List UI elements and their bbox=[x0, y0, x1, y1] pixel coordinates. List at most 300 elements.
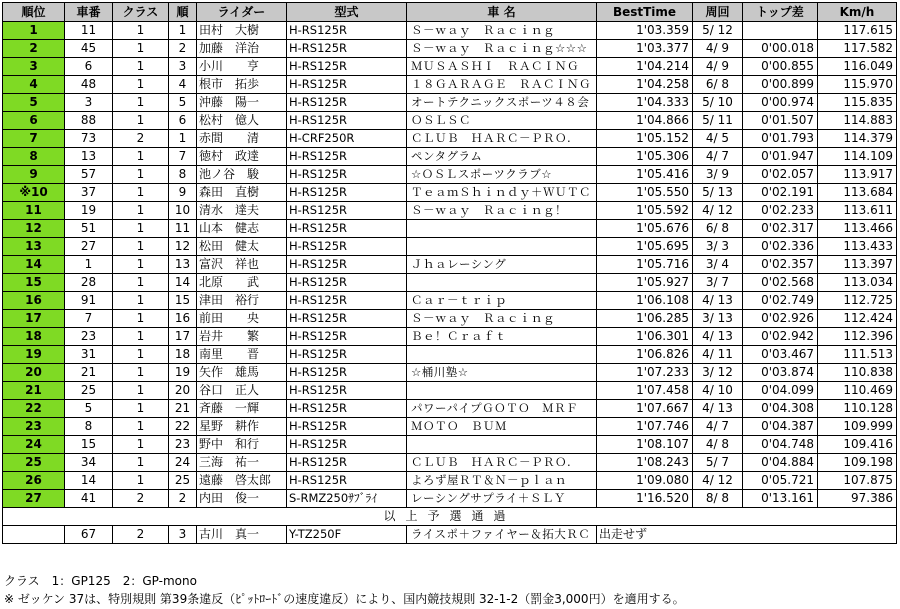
gap-cell: 0'01.947 bbox=[743, 148, 818, 166]
position-cell: 24 bbox=[3, 436, 65, 454]
class-order-cell: 6 bbox=[169, 112, 197, 130]
table-row bbox=[3, 418, 897, 436]
rider-cell: 岩井 繁 bbox=[197, 328, 287, 346]
car-number-cell: 8 bbox=[65, 418, 113, 436]
team-cell bbox=[407, 238, 597, 256]
model-cell: H-RS125R bbox=[287, 202, 407, 220]
col-header-car-number: 車番 bbox=[65, 3, 113, 22]
laps-cell: 3/ 12 bbox=[693, 364, 743, 382]
model-cell: H-RS125R bbox=[287, 418, 407, 436]
gap-cell: 0'00.899 bbox=[743, 76, 818, 94]
class-cell: 1 bbox=[113, 202, 169, 220]
table-row bbox=[3, 22, 897, 40]
class-order-cell: 3 bbox=[169, 58, 197, 76]
class-cell: 1 bbox=[113, 328, 169, 346]
car-number-cell: 11 bbox=[65, 22, 113, 40]
laps-cell: 4/ 13 bbox=[693, 292, 743, 310]
model-cell: H-RS125R bbox=[287, 382, 407, 400]
position-cell: 16 bbox=[3, 292, 65, 310]
rider-cell: 内田 俊一 bbox=[197, 490, 287, 508]
rider-cell: 遠藤 啓太郎 bbox=[197, 472, 287, 490]
laps-cell: 4/ 5 bbox=[693, 130, 743, 148]
gap-cell: 0'02.191 bbox=[743, 184, 818, 202]
laps-cell: 4/ 12 bbox=[693, 202, 743, 220]
car-number-cell: 73 bbox=[65, 130, 113, 148]
table-row bbox=[3, 94, 897, 112]
gap-cell: 0'00.018 bbox=[743, 40, 818, 58]
team-cell: １８ＧＡＲＡＧＥ ＲＡＣＩＮＧ bbox=[407, 76, 597, 94]
rider-cell: 清水 達夫 bbox=[197, 202, 287, 220]
position-cell: 14 bbox=[3, 256, 65, 274]
team-cell: ＯＳＬＳＣ bbox=[407, 112, 597, 130]
best-time-cell: 1'05.676 bbox=[597, 220, 693, 238]
class-order-cell: 4 bbox=[169, 76, 197, 94]
model-cell: H-RS125R bbox=[287, 436, 407, 454]
speed-cell: 116.049 bbox=[818, 58, 897, 76]
class-cell: 1 bbox=[113, 112, 169, 130]
class-cell: 1 bbox=[113, 346, 169, 364]
position-cell: 4 bbox=[3, 76, 65, 94]
class-order-cell: 1 bbox=[169, 22, 197, 40]
model-cell: H-RS125R bbox=[287, 166, 407, 184]
model-cell: H-RS125R bbox=[287, 94, 407, 112]
model-cell: H-CRF250R bbox=[287, 130, 407, 148]
gap-cell: 0'02.926 bbox=[743, 310, 818, 328]
speed-cell: 97.386 bbox=[818, 490, 897, 508]
table-row bbox=[3, 400, 897, 418]
rider-cell: 根市 拓歩 bbox=[197, 76, 287, 94]
class-order-cell: 11 bbox=[169, 220, 197, 238]
laps-cell: 4/ 13 bbox=[693, 400, 743, 418]
laps-cell: 6/ 8 bbox=[693, 220, 743, 238]
position-cell: 27 bbox=[3, 490, 65, 508]
laps-cell: 3/ 4 bbox=[693, 256, 743, 274]
gap-cell: 0'02.357 bbox=[743, 256, 818, 274]
gap-cell: 0'02.942 bbox=[743, 328, 818, 346]
rider-cell: 北原 武 bbox=[197, 274, 287, 292]
header-row bbox=[3, 3, 897, 22]
car-number-cell: 21 bbox=[65, 364, 113, 382]
speed-cell: 114.883 bbox=[818, 112, 897, 130]
car-number-cell: 88 bbox=[65, 112, 113, 130]
team-cell: ☆ＯＳＬスポーツクラブ☆ bbox=[407, 166, 597, 184]
laps-cell: 5/ 11 bbox=[693, 112, 743, 130]
col-header-class: クラス bbox=[113, 3, 169, 22]
laps-cell: 6/ 8 bbox=[693, 76, 743, 94]
rider-cell: 三海 祐一 bbox=[197, 454, 287, 472]
gap-cell: 0'02.317 bbox=[743, 220, 818, 238]
speed-cell: 109.416 bbox=[818, 436, 897, 454]
results-table bbox=[2, 2, 897, 544]
position-cell: 1 bbox=[3, 22, 65, 40]
col-header-best-time: BestTime bbox=[597, 3, 693, 22]
class-legend: クラス 1：GP125 2：GP-mono bbox=[4, 574, 197, 588]
class-cell: 1 bbox=[113, 472, 169, 490]
laps-cell: 3/ 3 bbox=[693, 238, 743, 256]
class-cell: 1 bbox=[113, 454, 169, 472]
team-cell: Ｓ－ｗａｙ Ｒａｃｉｎｇ☆☆☆ bbox=[407, 40, 597, 58]
team-cell: Ｓ－ｗａｙ Ｒａｃｉｎｇ bbox=[407, 310, 597, 328]
car-number-cell: 41 bbox=[65, 490, 113, 508]
speed-cell: 107.875 bbox=[818, 472, 897, 490]
class-cell: 1 bbox=[113, 40, 169, 58]
car-number-cell: 14 bbox=[65, 472, 113, 490]
rider-cell: 谷口 正人 bbox=[197, 382, 287, 400]
team-cell: ＣＬＵＢ ＨＡＲＣ－ＰＲＯ. bbox=[407, 454, 597, 472]
gap-cell: 0'02.568 bbox=[743, 274, 818, 292]
rider-cell: 加藤 洋治 bbox=[197, 40, 287, 58]
table-row bbox=[3, 220, 897, 238]
table-row bbox=[3, 472, 897, 490]
position-cell: 23 bbox=[3, 418, 65, 436]
team-cell bbox=[407, 274, 597, 292]
rider-cell: 池ノ谷 駿 bbox=[197, 166, 287, 184]
table-row bbox=[3, 76, 897, 94]
team-cell: Ｃａｒ－ｔｒｉｐ bbox=[407, 292, 597, 310]
car-number-cell: 37 bbox=[65, 184, 113, 202]
model-cell: H-RS125R bbox=[287, 148, 407, 166]
car-number-cell: 48 bbox=[65, 76, 113, 94]
table-row bbox=[3, 238, 897, 256]
model-cell: H-RS125R bbox=[287, 76, 407, 94]
car-number-cell: 23 bbox=[65, 328, 113, 346]
rider-cell: 松村 億人 bbox=[197, 112, 287, 130]
team-cell: Ｓ－ｗａｙ Ｒａｃｉｎｇ bbox=[407, 22, 597, 40]
best-time-cell: 1'06.826 bbox=[597, 346, 693, 364]
speed-cell: 113.034 bbox=[818, 274, 897, 292]
results-body bbox=[3, 22, 897, 544]
class-cell: 1 bbox=[113, 418, 169, 436]
class-cell: 1 bbox=[113, 220, 169, 238]
table-row bbox=[3, 112, 897, 130]
table-row bbox=[3, 148, 897, 166]
model-cell: H-RS125R bbox=[287, 310, 407, 328]
laps-cell: 3/ 9 bbox=[693, 166, 743, 184]
position-cell: 12 bbox=[3, 220, 65, 238]
rider-cell: 赤間 清 bbox=[197, 130, 287, 148]
class-order-cell: 23 bbox=[169, 436, 197, 454]
best-time-cell: 1'05.716 bbox=[597, 256, 693, 274]
best-time-cell: 1'07.746 bbox=[597, 418, 693, 436]
model-cell: H-RS125R bbox=[287, 256, 407, 274]
class-cell: 2 bbox=[113, 490, 169, 508]
rider-cell: 小川 亨 bbox=[197, 58, 287, 76]
gap-cell: 0'02.336 bbox=[743, 238, 818, 256]
gap-cell: 0'00.974 bbox=[743, 94, 818, 112]
rider-cell: 松田 健太 bbox=[197, 238, 287, 256]
speed-cell: 110.128 bbox=[818, 400, 897, 418]
class-order-cell: 9 bbox=[169, 184, 197, 202]
class-order-cell: 1 bbox=[169, 130, 197, 148]
team-cell: オートテクニックスポーツ４８会 bbox=[407, 94, 597, 112]
class-order-cell: 12 bbox=[169, 238, 197, 256]
rider-cell: 南里 晋 bbox=[197, 346, 287, 364]
class-cell: 1 bbox=[113, 256, 169, 274]
laps-cell: 4/ 9 bbox=[693, 40, 743, 58]
car-number-cell: 31 bbox=[65, 346, 113, 364]
model-cell: H-RS125R bbox=[287, 238, 407, 256]
class-cell: 1 bbox=[113, 238, 169, 256]
best-time-cell: 1'06.301 bbox=[597, 328, 693, 346]
col-header-position: 順位 bbox=[3, 3, 65, 22]
car-number-cell: 57 bbox=[65, 166, 113, 184]
gap-cell: 0'01.507 bbox=[743, 112, 818, 130]
speed-cell: 117.615 bbox=[818, 22, 897, 40]
rider-cell: 前田 央 bbox=[197, 310, 287, 328]
class-cell: 2 bbox=[113, 130, 169, 148]
best-time-cell: 1'07.458 bbox=[597, 382, 693, 400]
class-order-cell: 17 bbox=[169, 328, 197, 346]
class-order-cell: 13 bbox=[169, 256, 197, 274]
team-cell: ＴｅａｍＳｈｉｎｄｙ＋ＷＵＴＣ bbox=[407, 184, 597, 202]
gap-cell: 0'01.793 bbox=[743, 130, 818, 148]
car-number-cell: 7 bbox=[65, 310, 113, 328]
speed-cell: 109.999 bbox=[818, 418, 897, 436]
rider-cell: 野中 和行 bbox=[197, 436, 287, 454]
rider-cell: 斉藤 一輝 bbox=[197, 400, 287, 418]
speed-cell: 117.582 bbox=[818, 40, 897, 58]
class-cell: 1 bbox=[113, 292, 169, 310]
table-row bbox=[3, 364, 897, 382]
gap-cell: 0'04.099 bbox=[743, 382, 818, 400]
col-header-model: 型式 bbox=[287, 3, 407, 22]
car-number-cell: 13 bbox=[65, 148, 113, 166]
speed-cell: 112.396 bbox=[818, 328, 897, 346]
rider-cell: 森田 直樹 bbox=[197, 184, 287, 202]
best-time-cell: 1'05.152 bbox=[597, 130, 693, 148]
col-header-rider: ライダー bbox=[197, 3, 287, 22]
model-cell: H-RS125R bbox=[287, 400, 407, 418]
best-time-cell: 1'06.285 bbox=[597, 310, 693, 328]
car-number-cell: 67 bbox=[65, 526, 113, 544]
position-cell: ※10 bbox=[3, 184, 65, 202]
best-time-cell: 1'07.667 bbox=[597, 400, 693, 418]
speed-cell: 114.109 bbox=[818, 148, 897, 166]
best-time-cell: 1'05.695 bbox=[597, 238, 693, 256]
class-cell: 1 bbox=[113, 76, 169, 94]
position-cell: 15 bbox=[3, 274, 65, 292]
class-cell: 1 bbox=[113, 310, 169, 328]
model-cell: H-RS125R bbox=[287, 364, 407, 382]
team-cell: ＭＯＴＯ ＢＵＭ bbox=[407, 418, 597, 436]
gap-cell: 0'02.233 bbox=[743, 202, 818, 220]
penalty-note: ※ ゼッケン 37は、特別規則 第39条違反（ﾋﾟｯﾄﾛｰﾄﾞの速度違反）により、国内競技規則 32-1-2（罰金3,000円）を適用する。 bbox=[4, 592, 685, 606]
class-cell: 1 bbox=[113, 148, 169, 166]
model-cell: S-RMZ250ｻﾌﾞﾗｲ bbox=[287, 490, 407, 508]
laps-cell: 3/ 7 bbox=[693, 274, 743, 292]
class-order-cell: 5 bbox=[169, 94, 197, 112]
team-cell bbox=[407, 436, 597, 454]
gap-cell: 0'04.387 bbox=[743, 418, 818, 436]
class-cell: 1 bbox=[113, 94, 169, 112]
table-row bbox=[3, 202, 897, 220]
laps-cell: 4/ 10 bbox=[693, 382, 743, 400]
rider-cell: 古川 真一 bbox=[197, 526, 287, 544]
model-cell: H-RS125R bbox=[287, 40, 407, 58]
table-row bbox=[3, 40, 897, 58]
speed-cell: 115.970 bbox=[818, 76, 897, 94]
class-cell: 1 bbox=[113, 58, 169, 76]
table-row bbox=[3, 310, 897, 328]
laps-cell: 5/ 12 bbox=[693, 22, 743, 40]
col-header-team: 車 名 bbox=[407, 3, 597, 22]
car-number-cell: 6 bbox=[65, 58, 113, 76]
qualifying-divider: 以上予選通過 bbox=[3, 508, 897, 526]
laps-cell: 4/ 12 bbox=[693, 472, 743, 490]
model-cell: H-RS125R bbox=[287, 328, 407, 346]
gap-cell bbox=[743, 22, 818, 40]
car-number-cell: 51 bbox=[65, 220, 113, 238]
class-cell: 1 bbox=[113, 184, 169, 202]
position-cell: 2 bbox=[3, 40, 65, 58]
position-cell: 17 bbox=[3, 310, 65, 328]
position-cell: 3 bbox=[3, 58, 65, 76]
best-time-cell: 1'06.108 bbox=[597, 292, 693, 310]
car-number-cell: 28 bbox=[65, 274, 113, 292]
speed-cell: 113.611 bbox=[818, 202, 897, 220]
position-cell: 8 bbox=[3, 148, 65, 166]
speed-cell: 113.466 bbox=[818, 220, 897, 238]
table-row bbox=[3, 274, 897, 292]
class-cell: 1 bbox=[113, 382, 169, 400]
laps-cell: 4/ 7 bbox=[693, 148, 743, 166]
rider-cell: 山本 健志 bbox=[197, 220, 287, 238]
class-order-cell: 15 bbox=[169, 292, 197, 310]
speed-cell: 115.835 bbox=[818, 94, 897, 112]
best-time-cell: 1'09.080 bbox=[597, 472, 693, 490]
best-time-cell: 1'08.243 bbox=[597, 454, 693, 472]
rider-cell: 田村 大樹 bbox=[197, 22, 287, 40]
position-cell bbox=[3, 526, 65, 544]
laps-cell: 5/ 7 bbox=[693, 454, 743, 472]
rider-cell: 富沢 祥也 bbox=[197, 256, 287, 274]
laps-cell: 4/ 9 bbox=[693, 58, 743, 76]
rider-cell: 矢作 雄馬 bbox=[197, 364, 287, 382]
table-row bbox=[3, 382, 897, 400]
gap-cell: 0'00.855 bbox=[743, 58, 818, 76]
car-number-cell: 25 bbox=[65, 382, 113, 400]
class-order-cell: 19 bbox=[169, 364, 197, 382]
team-cell: ペンタグラム bbox=[407, 148, 597, 166]
best-time-cell: 1'03.359 bbox=[597, 22, 693, 40]
position-cell: 26 bbox=[3, 472, 65, 490]
table-row bbox=[3, 58, 897, 76]
col-header-gap: トップ差 bbox=[743, 3, 818, 22]
position-cell: 9 bbox=[3, 166, 65, 184]
best-time-cell: 1'04.258 bbox=[597, 76, 693, 94]
gap-cell: 0'02.749 bbox=[743, 292, 818, 310]
best-time-cell: 1'05.550 bbox=[597, 184, 693, 202]
class-order-cell: 7 bbox=[169, 148, 197, 166]
class-order-cell: 24 bbox=[169, 454, 197, 472]
class-order-cell: 22 bbox=[169, 418, 197, 436]
class-order-cell: 21 bbox=[169, 400, 197, 418]
status-cell: 出走せず bbox=[597, 526, 897, 544]
best-time-cell: 1'05.416 bbox=[597, 166, 693, 184]
speed-cell: 109.198 bbox=[818, 454, 897, 472]
class-cell: 1 bbox=[113, 364, 169, 382]
model-cell: H-RS125R bbox=[287, 274, 407, 292]
table-row bbox=[3, 184, 897, 202]
position-cell: 5 bbox=[3, 94, 65, 112]
col-header-class-order: 順 bbox=[169, 3, 197, 22]
speed-cell: 113.397 bbox=[818, 256, 897, 274]
rider-cell: 徳村 政達 bbox=[197, 148, 287, 166]
class-order-cell: 25 bbox=[169, 472, 197, 490]
best-time-cell: 1'04.333 bbox=[597, 94, 693, 112]
class-order-cell: 14 bbox=[169, 274, 197, 292]
gap-cell: 0'04.748 bbox=[743, 436, 818, 454]
car-number-cell: 91 bbox=[65, 292, 113, 310]
gap-cell: 0'04.884 bbox=[743, 454, 818, 472]
best-time-cell: 1'03.377 bbox=[597, 40, 693, 58]
laps-cell: 5/ 10 bbox=[693, 94, 743, 112]
model-cell: H-RS125R bbox=[287, 346, 407, 364]
table-row bbox=[3, 346, 897, 364]
speed-cell: 112.424 bbox=[818, 310, 897, 328]
best-time-cell: 1'16.520 bbox=[597, 490, 693, 508]
class-order-cell: 16 bbox=[169, 310, 197, 328]
best-time-cell: 1'05.927 bbox=[597, 274, 693, 292]
position-cell: 21 bbox=[3, 382, 65, 400]
rider-cell: 星野 耕作 bbox=[197, 418, 287, 436]
position-cell: 11 bbox=[3, 202, 65, 220]
model-cell: H-RS125R bbox=[287, 58, 407, 76]
gap-cell: 0'03.874 bbox=[743, 364, 818, 382]
class-order-cell: 3 bbox=[169, 526, 197, 544]
model-cell: H-RS125R bbox=[287, 220, 407, 238]
class-order-cell: 2 bbox=[169, 40, 197, 58]
laps-cell: 3/ 13 bbox=[693, 310, 743, 328]
position-cell: 22 bbox=[3, 400, 65, 418]
table-row bbox=[3, 130, 897, 148]
best-time-cell: 1'07.233 bbox=[597, 364, 693, 382]
gap-cell: 0'13.161 bbox=[743, 490, 818, 508]
gap-cell: 0'05.721 bbox=[743, 472, 818, 490]
best-time-cell: 1'08.107 bbox=[597, 436, 693, 454]
speed-cell: 110.838 bbox=[818, 364, 897, 382]
car-number-cell: 5 bbox=[65, 400, 113, 418]
table-row bbox=[3, 490, 897, 508]
class-cell: 1 bbox=[113, 436, 169, 454]
position-cell: 19 bbox=[3, 346, 65, 364]
team-cell: ＭＵＳＡＳＨＩ ＲＡＣＩＮＧ bbox=[407, 58, 597, 76]
gap-cell: 0'04.308 bbox=[743, 400, 818, 418]
speed-cell: 113.433 bbox=[818, 238, 897, 256]
table-row bbox=[3, 292, 897, 310]
model-cell: H-RS125R bbox=[287, 472, 407, 490]
model-cell: H-RS125R bbox=[287, 292, 407, 310]
laps-cell: 4/ 11 bbox=[693, 346, 743, 364]
position-cell: 13 bbox=[3, 238, 65, 256]
laps-cell: 4/ 8 bbox=[693, 436, 743, 454]
position-cell: 18 bbox=[3, 328, 65, 346]
table-row bbox=[3, 436, 897, 454]
class-order-cell: 18 bbox=[169, 346, 197, 364]
team-cell: Ｊｈａレーシング bbox=[407, 256, 597, 274]
model-cell: H-RS125R bbox=[287, 454, 407, 472]
class-cell: 1 bbox=[113, 22, 169, 40]
best-time-cell: 1'05.592 bbox=[597, 202, 693, 220]
best-time-cell: 1'04.214 bbox=[597, 58, 693, 76]
class-cell: 1 bbox=[113, 166, 169, 184]
gap-cell: 0'02.057 bbox=[743, 166, 818, 184]
team-cell: よろず屋ＲＴ＆Ｎ－ｐｌａｎ bbox=[407, 472, 597, 490]
col-header-laps: 周回 bbox=[693, 3, 743, 22]
qualifying-divider-row bbox=[3, 508, 897, 526]
car-number-cell: 15 bbox=[65, 436, 113, 454]
class-order-cell: 8 bbox=[169, 166, 197, 184]
